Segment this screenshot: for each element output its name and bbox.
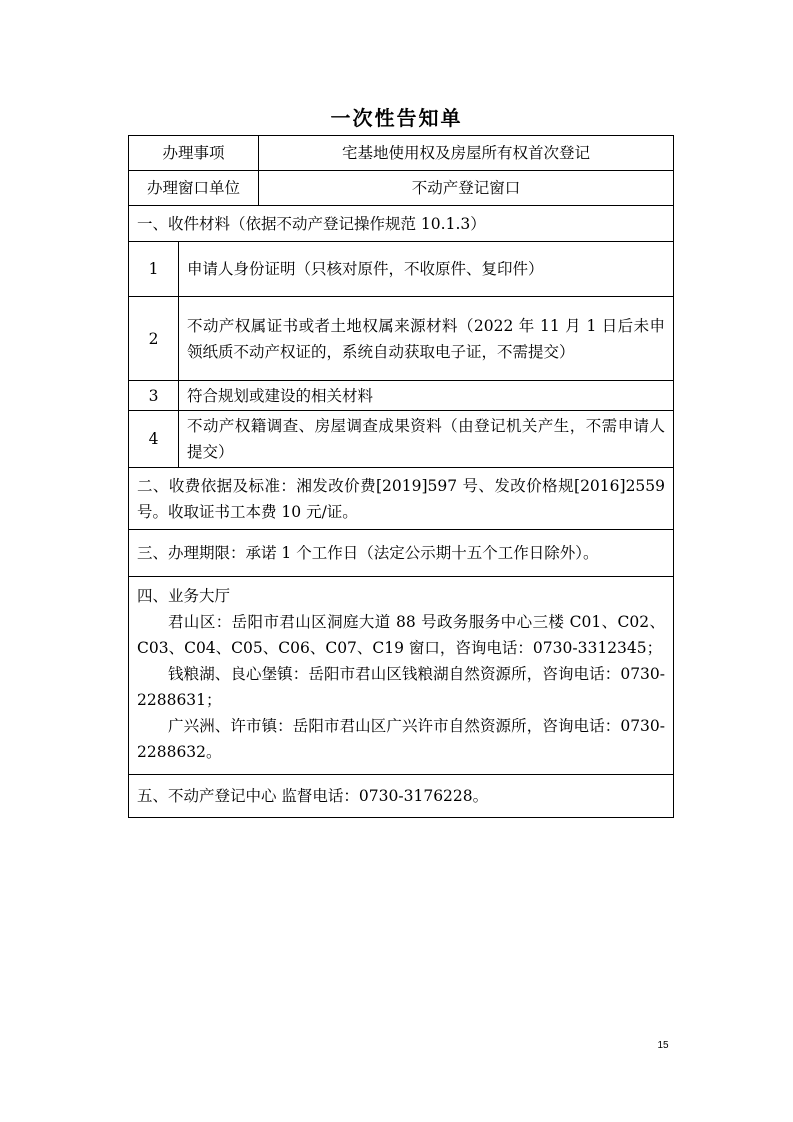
material-text: 不动产权属证书或者土地权属来源材料（2022 年 11 月 1 日后未申领纸质不动产权证的，系统自动获取电子证，不需提交） <box>179 297 674 381</box>
hall-entry: 钱粮湖、良心堡镇：岳阳市君山区钱粮湖自然资源所，咨询电话：0730-2288631； <box>137 665 666 709</box>
page-title: 一次性告知单 <box>330 106 463 130</box>
material-text: 申请人身份证明（只核对原件，不收原件、复印件） <box>179 242 674 297</box>
material-number: 2 <box>129 297 179 381</box>
material-row <box>129 297 674 381</box>
halls-row <box>129 577 674 775</box>
material-number: 4 <box>129 411 179 468</box>
item-label: 办理事项 <box>129 136 259 171</box>
fees-row <box>129 468 674 530</box>
item-value: 宅基地使用权及房屋所有权首次登记 <box>259 136 674 171</box>
material-text: 不动产权籍调查、房屋调查成果资料（由登记机关产生，不需申请人提交） <box>179 411 674 468</box>
materials-heading: 一、收件材料（依据不动产登记操作规范 10.1.3） <box>129 206 674 242</box>
window-value: 不动产登记窗口 <box>259 171 674 206</box>
halls-heading: 四、业务大厅 <box>137 587 231 605</box>
supervision-row <box>129 775 674 818</box>
fees-text: 二、收费依据及标准：湘发改价费[2019]597 号、发改价格规[2016]2559 号。收取证书工本费 10 元/证。 <box>129 468 674 530</box>
supervision-text: 五、不动产登记中心 监督电话：0730-3176228。 <box>129 775 674 818</box>
halls-cell <box>129 577 674 775</box>
material-text: 符合规划或建设的相关材料 <box>179 381 674 411</box>
window-row <box>129 171 674 206</box>
material-row <box>129 381 674 411</box>
hall-entry: 广兴洲、许市镇：岳阳市君山区广兴许市自然资源所，咨询电话：0730-2288632。 <box>137 717 666 761</box>
material-number: 1 <box>129 242 179 297</box>
deadline-row <box>129 530 674 577</box>
page-number: 15 <box>657 1040 669 1051</box>
material-number: 3 <box>129 381 179 411</box>
material-row <box>129 242 674 297</box>
material-row <box>129 411 674 468</box>
deadline-text: 三、办理期限：承诺 1 个工作日（法定公示期十五个工作日除外）。 <box>129 530 674 577</box>
item-row <box>129 136 674 171</box>
notice-table <box>128 135 674 818</box>
materials-heading-row <box>129 206 674 242</box>
window-label: 办理窗口单位 <box>129 171 259 206</box>
hall-entry: 君山区：岳阳市君山区洞庭大道 88 号政务服务中心三楼 C01、C02、C03、C04、C05、C06、C07、C19 窗口，咨询电话：0730-3312345； <box>137 613 666 657</box>
